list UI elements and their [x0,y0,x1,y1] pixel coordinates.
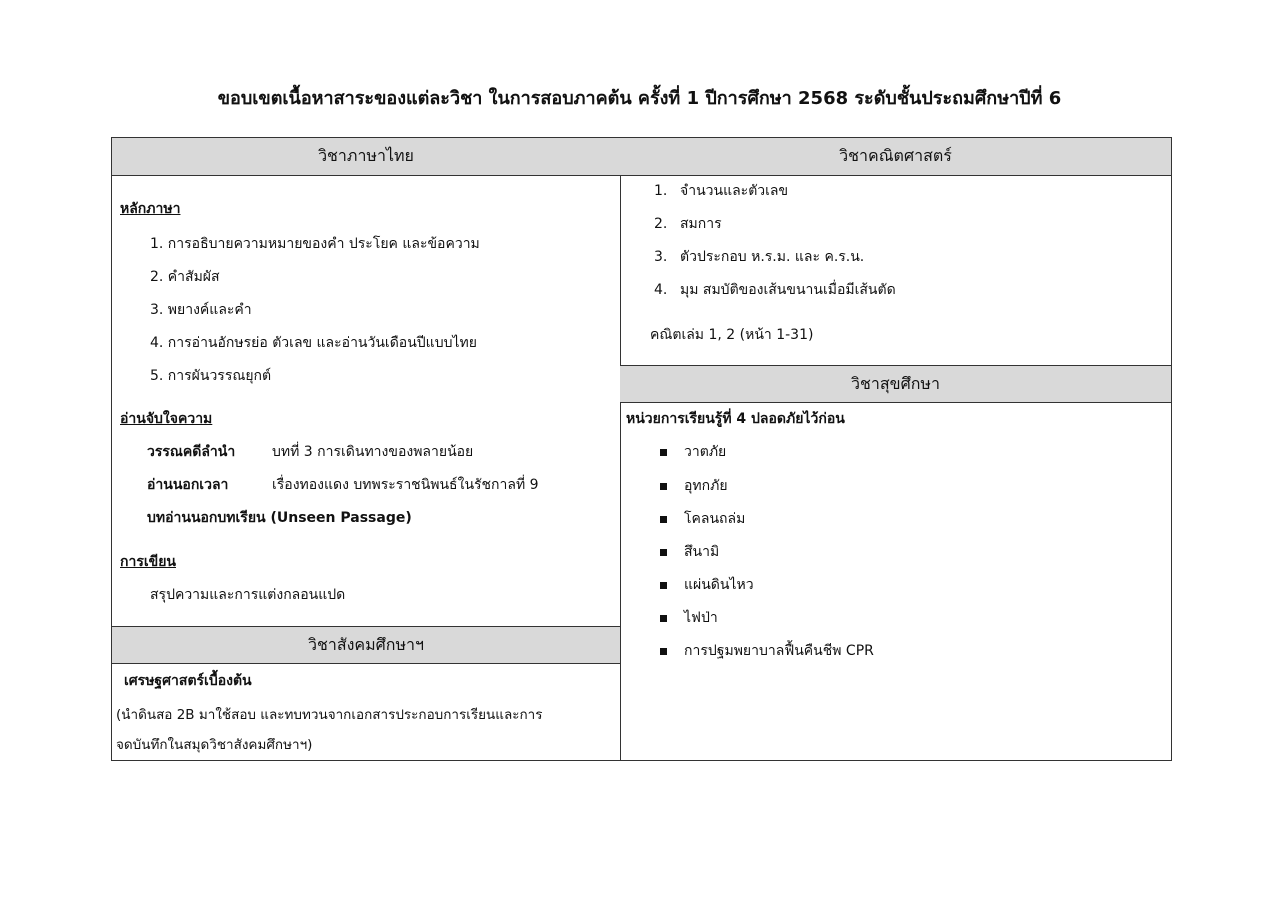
bullet-icon [660,449,667,456]
writing-text: สรุปความและการแต่งกลอนแปด [150,587,346,603]
grammar-heading: หลักภาษา [120,201,181,217]
list-number: 3. [654,249,668,265]
reading-value: บทที่ 3 การเดินทางของพลายน้อย [272,444,474,460]
list-item: 2. คำสัมผัส [150,269,220,285]
reading-label: บทอ่านนอกบทเรียน (Unseen Passage) [147,510,412,526]
list-item: 4. การอ่านอักษรย่อ ตัวเลข และอ่านวันเดือนปีแบบไทย [150,335,477,351]
social-header: วิชาสังคมศึกษาฯ [112,626,620,664]
list-item: สมการ [680,216,722,232]
reading-label: วรรณคดีลำนำ [147,444,236,460]
list-item: ไฟป่า [684,610,718,626]
list-item: 3. พยางค์และคำ [150,302,252,318]
list-number: 2. [654,216,668,232]
list-item: จำนวนและตัวเลข [680,183,789,199]
bullet-icon [660,582,667,589]
bullet-icon [660,549,667,556]
list-number: 1. [654,183,668,199]
math-content [620,176,1171,366]
social-note: จดบันทึกในสมุดวิชาสังคมศึกษาฯ) [116,737,313,753]
list-item: สึนามิ [684,544,720,560]
list-item: มุม สมบัติของเส้นขนานเมื่อมีเส้นตัด [680,282,896,298]
list-item: การปฐมพยาบาลฟื้นคืนชีพ CPR [684,643,874,659]
bullet-icon [660,615,667,622]
health-content [620,403,1171,761]
list-item: 1. การอธิบายความหมายของคำ ประโยค และข้อความ [150,236,480,252]
left-column [112,138,621,760]
list-item: ตัวประกอบ ห.ร.ม. และ ค.ร.น. [680,249,865,265]
social-topic: เศรษฐศาสตร์เบื้องต้น [124,673,252,689]
bullet-icon [660,516,667,523]
right-column [620,138,1171,760]
math-reference: คณิตเล่ม 1, 2 (หน้า 1-31) [650,327,814,343]
bullet-icon [660,648,667,655]
reading-value: เรื่องทองแดง บทพระราชนิพนธ์ในรัชกาลที่ 9 [272,477,539,493]
health-header: วิชาสุขศึกษา [620,365,1171,403]
thai-content [112,176,620,626]
list-item: 5. การผันวรรณยุกต์ [150,368,272,384]
bullet-icon [660,483,667,490]
reading-heading: อ่านจับใจความ [120,411,213,427]
health-unit: หน่วยการเรียนรู้ที่ 4 ปลอดภัยไว้ก่อน [626,411,845,427]
list-item: อุทกภัย [684,478,728,494]
social-content [112,664,620,762]
social-note: (นำดินสอ 2B มาใช้สอบ และทบทวนจากเอกสารประกอบการเรียนและการ [116,707,543,723]
list-item: วาตภัย [684,444,727,460]
list-item: แผ่นดินไหว [684,577,754,593]
page-title: ขอบเขตเนื้อหาสาระของแต่ละวิชา ในการสอบภาคต้น ครั้งที่ 1 ปีการศึกษา 2568 ระดับชั้นประถมศึกษาปีที่ 6 [217,88,1062,109]
reading-label: อ่านนอกเวลา [147,477,229,493]
list-number: 4. [654,282,668,298]
thai-header: วิชาภาษาไทย [112,138,620,176]
math-header: วิชาคณิตศาสตร์ [620,138,1171,176]
writing-heading: การเขียน [120,554,176,570]
list-item: โคลนถล่ม [684,511,746,527]
syllabus-table [111,137,1172,761]
